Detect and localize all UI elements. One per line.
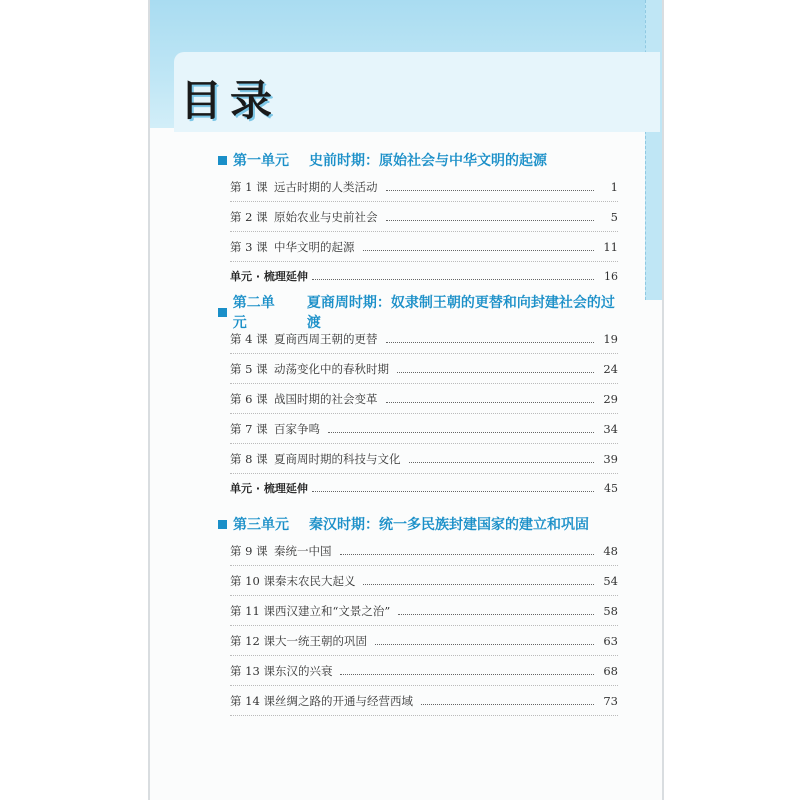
lesson-label: 第 11 课 — [230, 604, 275, 618]
lesson-label: 第 6 课 — [230, 392, 268, 406]
lesson-entry[interactable] — [218, 202, 618, 232]
lesson-label: 第 12 课 — [230, 634, 275, 648]
lesson-page: 11 — [603, 240, 618, 254]
dot-leader — [363, 249, 595, 251]
dot-leader — [386, 341, 595, 343]
lesson-page: 48 — [603, 544, 618, 558]
lesson-title: 动荡变化中的春秋时期 — [274, 362, 389, 376]
lesson-title: 夏商西周王朝的更替 — [274, 332, 378, 346]
lesson-label: 第 4 课 — [230, 332, 268, 346]
unit-heading[interactable] — [218, 295, 618, 331]
dot-leader — [409, 461, 595, 463]
dot-leader — [386, 219, 595, 221]
lesson-title: 大一统王朝的巩固 — [274, 634, 367, 648]
square-bullet-icon — [218, 156, 227, 165]
lesson-label: 第 7 课 — [230, 422, 268, 436]
lesson-page: 1 — [610, 180, 618, 194]
lesson-title: 秦末农民大起义 — [274, 574, 356, 588]
lesson-label: 第 2 课 — [230, 210, 268, 224]
dot-leader — [397, 371, 594, 373]
dot-leader — [363, 583, 594, 585]
lesson-page: 5 — [610, 210, 618, 224]
lesson-entry[interactable] — [218, 232, 618, 262]
lesson-page: 19 — [603, 332, 618, 346]
table-of-contents — [218, 148, 618, 716]
lesson-page: 54 — [603, 574, 618, 588]
dot-leader — [340, 673, 594, 675]
unit-number: 第三单元 — [233, 517, 289, 533]
review-page: 45 — [604, 481, 618, 495]
lesson-entry[interactable] — [218, 686, 618, 716]
lesson-label: 第 10 课 — [230, 574, 275, 588]
page-title: 目录 — [180, 76, 281, 125]
unit-number: 第一单元 — [233, 153, 289, 169]
lesson-label: 第 13 课 — [230, 664, 275, 678]
lesson-page: 58 — [603, 604, 618, 618]
lesson-entry[interactable] — [218, 444, 618, 474]
dot-leader — [312, 278, 594, 280]
lesson-entry[interactable] — [218, 354, 618, 384]
unit-gap — [218, 502, 618, 512]
lesson-entry[interactable] — [218, 384, 618, 414]
dot-leader — [386, 401, 595, 403]
lesson-title: 东汉的兴衰 — [274, 664, 333, 678]
lesson-entry[interactable] — [218, 536, 618, 566]
lesson-entry[interactable] — [218, 414, 618, 444]
book-page — [148, 0, 664, 800]
lesson-entry[interactable] — [218, 656, 618, 686]
unit-review-entry[interactable] — [218, 262, 618, 290]
lesson-title: 远古时期的人类活动 — [274, 180, 378, 194]
dot-leader — [340, 553, 595, 555]
unit-heading[interactable] — [218, 148, 618, 172]
lesson-page: 73 — [603, 694, 618, 708]
review-label: 单元 · 梳理延伸 — [230, 482, 308, 495]
lesson-entry[interactable] — [218, 626, 618, 656]
unit-name: 史前时期：原始社会与中华文明的起源 — [309, 153, 547, 169]
lesson-page: 24 — [603, 362, 618, 376]
dot-leader — [328, 431, 594, 433]
lesson-page: 63 — [603, 634, 618, 648]
lesson-label: 第 9 课 — [230, 544, 268, 558]
side-ribbon — [645, 0, 662, 300]
lesson-label: 第 3 课 — [230, 240, 268, 254]
review-label: 单元 · 梳理延伸 — [230, 270, 308, 283]
lesson-entry[interactable] — [218, 566, 618, 596]
lesson-label: 第 8 课 — [230, 452, 268, 466]
lesson-entry[interactable] — [218, 324, 618, 354]
lesson-title: 西汉建立和“文景之治” — [274, 604, 391, 618]
lesson-entry[interactable] — [218, 172, 618, 202]
lesson-label: 第 1 课 — [230, 180, 268, 194]
lesson-title: 秦统一中国 — [274, 544, 332, 558]
lesson-title: 夏商周时期的科技与文化 — [274, 452, 401, 466]
lesson-label: 第 5 课 — [230, 362, 268, 376]
unit-heading[interactable] — [218, 512, 618, 536]
lesson-title: 丝绸之路的开通与经营西域 — [274, 694, 413, 708]
lesson-page: 29 — [603, 392, 618, 406]
lesson-title: 中华文明的起源 — [274, 240, 355, 254]
unit-name: 夏商周时期：奴隶制王朝的更替和向封建社会的过渡 — [306, 295, 615, 331]
lesson-entry[interactable] — [218, 596, 618, 626]
lesson-page: 39 — [603, 452, 618, 466]
lesson-title: 原始农业与史前社会 — [274, 210, 378, 224]
lesson-page: 34 — [603, 422, 618, 436]
review-page: 16 — [604, 269, 618, 283]
dot-leader — [398, 613, 594, 615]
lesson-page: 68 — [603, 664, 618, 678]
dot-leader — [375, 643, 594, 645]
square-bullet-icon — [218, 308, 227, 317]
unit-review-entry[interactable] — [218, 474, 618, 502]
unit-number: 第二单元 — [232, 295, 275, 331]
lesson-title: 百家争鸣 — [274, 422, 320, 436]
dot-leader — [312, 490, 594, 492]
lesson-title: 战国时期的社会变革 — [274, 392, 378, 406]
lesson-label: 第 14 课 — [230, 694, 275, 708]
dot-leader — [421, 703, 594, 705]
dot-leader — [386, 189, 595, 191]
unit-name: 秦汉时期：统一多民族封建国家的建立和巩固 — [309, 517, 589, 533]
square-bullet-icon — [218, 520, 227, 529]
row-divider — [230, 715, 618, 716]
